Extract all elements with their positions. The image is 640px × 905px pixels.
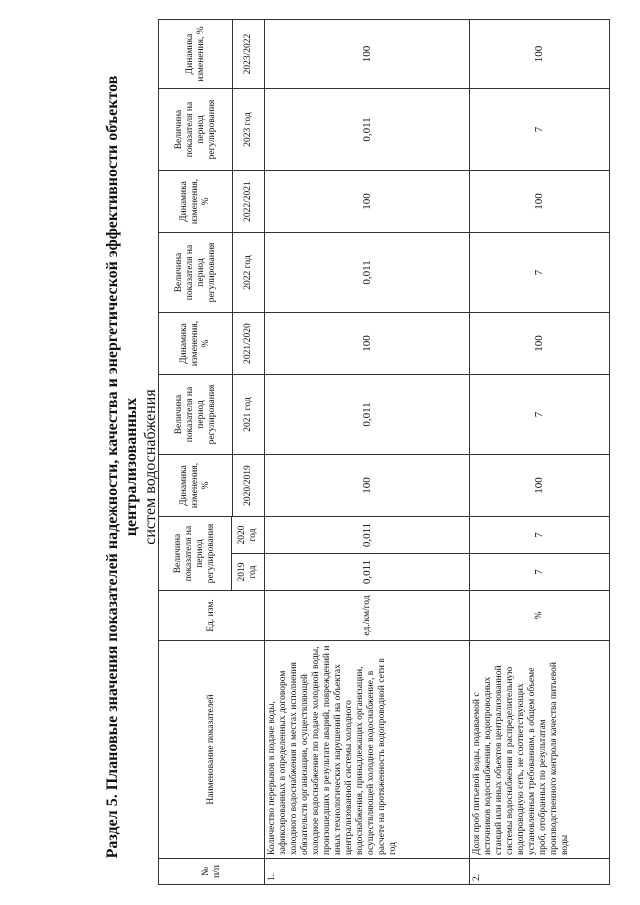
table-row	[265, 20, 470, 885]
row-value-2021: 0,011	[265, 375, 470, 455]
header-year-2021: 2021 год	[233, 375, 265, 455]
header-ratio-2021-2020: 2021/2020	[233, 313, 265, 375]
header-num: № п/п	[159, 859, 265, 885]
header-dynamics-2021: Динамика изменения, %	[159, 313, 233, 375]
row-unit: ед./км/год	[265, 591, 470, 641]
section-title	[103, 37, 160, 897]
row-name: Доля проб питьевой воды, подаваемой с источников водоснабжения, водопроводных станций или иных объектов централизованной системы водоснабжения в распределительную водопроводную сеть, не соответствующих установленным требованиям, в общем объеме проб, отобранных по результатам производственного контроля качества питьевой воды	[470, 641, 610, 859]
row-value-2023: 7	[470, 89, 610, 171]
header-name: Наименование показателей	[159, 641, 265, 859]
header-ratio-2023-2022: 2023/2022	[233, 20, 265, 89]
row-value-2022: 0,011	[265, 233, 470, 313]
header-dynamics-2022: Динамика изменения, %	[159, 171, 233, 233]
row-value-2023: 0,011	[265, 89, 470, 171]
title-line-2: систем водоснабжения	[142, 389, 159, 545]
row-dynamics-2023: 100	[470, 20, 610, 89]
row-value-2019: 0,011	[265, 554, 470, 591]
header-ratio-2020-2019: 2020/2019	[233, 455, 265, 517]
row-dynamics-2023: 100	[265, 20, 470, 89]
row-dynamics-2022: 100	[470, 171, 610, 233]
header-value-2019-2020: Величина показателя на период регулирования	[159, 517, 232, 591]
row-dynamics-2020: 100	[265, 455, 470, 517]
row-value-2022: 7	[470, 233, 610, 313]
row-num: 1.	[265, 859, 470, 885]
header-value-2021: Величина показателя на период регулирования	[159, 375, 233, 455]
title-line-1: Раздел 5. Плановые значения показателей надежности, качества и энергетической эффективности объектов централизованных	[104, 75, 140, 859]
row-unit: %	[470, 591, 610, 641]
row-value-2020: 7	[470, 517, 610, 554]
row-dynamics-2021: 100	[470, 313, 610, 375]
row-value-2020: 0,011	[265, 517, 470, 554]
header-value-2022: Величина показателя на период регулирования	[159, 233, 233, 313]
row-value-2019: 7	[470, 554, 610, 591]
row-dynamics-2022: 100	[265, 171, 470, 233]
row-dynamics-2021: 100	[265, 313, 470, 375]
header-unit: Ед. изм.	[159, 591, 265, 641]
indicators-table	[158, 19, 610, 885]
row-value-2021: 7	[470, 375, 610, 455]
row-dynamics-2020: 100	[470, 455, 610, 517]
header-year-2020: 2020 год	[232, 517, 265, 554]
header-ratio-2022-2021: 2022/2021	[233, 171, 265, 233]
row-name: Количество перерывов в подаче воды, зафиксированных в определенных договором холодного водоснабжения в местах исполнения обязательств организации, осуществляющей холодное водоснабжение по подаче холодной воды, произошедших в результате аварий, повреждений и иных технологических нарушений на объектах централизованной системы холодного водоснабжения, принадлежащих организации, осуществляющей холодное водоснабжение, в расчете на протяженность водопроводной сети в год	[265, 641, 470, 859]
header-year-2019: 2019 год	[232, 554, 265, 591]
header-dynamics-2023: Динамика изменения, %	[159, 20, 233, 89]
header-year-2023: 2023 год	[233, 89, 265, 171]
header-value-2023: Величина показателя на период регулирования	[159, 89, 233, 171]
header-year-2022: 2022 год	[233, 233, 265, 313]
table-row	[470, 20, 610, 885]
header-dynamics-2020: Динамика изменения, %	[159, 455, 233, 517]
row-num: 2.	[470, 859, 610, 885]
header-row-1	[159, 20, 232, 885]
